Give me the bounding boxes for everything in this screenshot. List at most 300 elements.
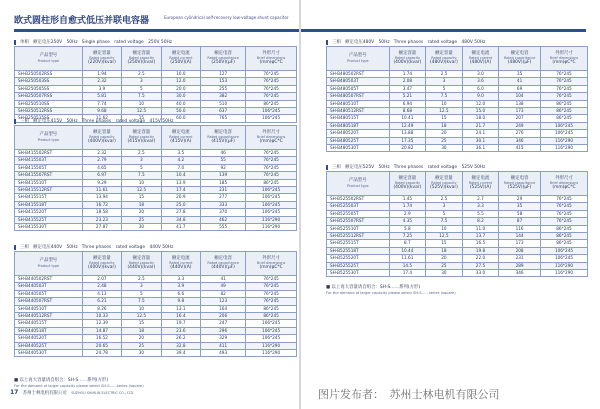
value-cell: 18 — [426, 122, 463, 129]
value-cell: 106*245 — [540, 255, 587, 262]
table-row — [15, 194, 297, 201]
column-header-text: 额定电流 — [471, 50, 490, 56]
value-cell: 10 — [426, 100, 463, 107]
value-cell: 10.4 — [161, 172, 200, 179]
table-row — [327, 107, 588, 114]
section-heading — [14, 117, 297, 125]
value-cell: 76*245 — [246, 150, 297, 157]
column-header-text: (415V)(kvar) — [127, 138, 156, 144]
column-header-text: Brief dimensions — [549, 181, 579, 186]
column-header-text: Product type — [37, 58, 60, 63]
value-cell: 9.8 — [161, 298, 200, 305]
column-header-text: Rated capacity — [394, 181, 421, 186]
section-marker — [14, 40, 16, 45]
value-cell: 86*245 — [246, 305, 297, 312]
value-cell: 5 — [122, 290, 161, 297]
header-rule — [300, 29, 586, 32]
value-cell: 106*245 — [246, 186, 297, 193]
table-row — [327, 247, 588, 254]
value-cell: 16.52 — [82, 335, 121, 342]
column-header — [246, 47, 297, 71]
value-cell: 255 — [201, 85, 246, 92]
value-cell: 116*290 — [540, 137, 587, 144]
column-header-text: 额定容量 — [398, 50, 417, 56]
value-cell: 106*245 — [246, 320, 297, 327]
value-cell: 76*245 — [540, 71, 587, 78]
value-cell: 2.48 — [82, 283, 121, 290]
column-header-text: (mm)φC*C — [552, 59, 576, 65]
value-cell: 2.32 — [82, 150, 121, 157]
table-row — [15, 335, 297, 342]
value-cell: 24.78 — [82, 349, 121, 356]
section-heading-english: Three phases rated voltage 480V 50Hz — [393, 40, 486, 45]
value-cell: 7.5 — [122, 172, 161, 179]
value-cell: 247 — [201, 320, 246, 327]
value-cell: 76*245 — [540, 78, 587, 85]
column-header — [15, 252, 83, 276]
value-cell: 3 — [122, 78, 161, 85]
value-cell: 208 — [499, 247, 541, 254]
model-cell: SH-B440525T — [15, 342, 83, 349]
value-cell: 12.0 — [161, 78, 200, 85]
spec-section — [14, 117, 297, 231]
value-cell: 5.21 — [389, 93, 426, 100]
value-cell: 15 — [122, 194, 161, 201]
value-cell: 1.45 — [389, 196, 426, 203]
column-header-text: Brief dimensions — [256, 261, 286, 266]
value-cell: 86*245 — [540, 100, 587, 107]
table-row — [327, 255, 588, 262]
value-cell: 15 — [122, 320, 161, 327]
value-cell: 144 — [499, 232, 541, 239]
value-cell: 382 — [201, 93, 246, 100]
column-header-text: 额定容量 — [435, 50, 453, 56]
column-header-text: Product type — [37, 137, 60, 142]
value-cell: 76*245 — [246, 78, 297, 85]
column-header-text: 外形尺寸 — [262, 255, 280, 261]
column-header — [462, 172, 499, 196]
page-number: 17 — [10, 389, 19, 396]
model-cell: SH-B415518T — [15, 201, 83, 208]
table-row — [15, 172, 297, 179]
publisher-watermark: 图片发布者： 苏州士林电机有限公司 — [318, 388, 500, 401]
value-cell: 76*245 — [246, 283, 297, 290]
value-cell: 69 — [499, 85, 541, 92]
value-cell: 20 — [426, 255, 463, 262]
value-cell: 12.39 — [82, 320, 121, 327]
column-header-text: (480V)(μF) — [507, 59, 532, 65]
table-row — [15, 179, 297, 186]
column-header-text: Rated capacity — [394, 56, 421, 61]
value-cell: 25 — [122, 216, 161, 223]
table-row — [15, 320, 297, 327]
column-header — [426, 172, 463, 196]
column-header-text: 产品型号 — [39, 132, 58, 138]
value-cell: 18.58 — [82, 209, 121, 216]
column-header-text: (440V)(μF) — [211, 264, 235, 270]
value-cell: 60.0 — [161, 115, 200, 122]
value-cell: 123 — [201, 298, 246, 305]
value-cell: 10 — [122, 305, 161, 312]
company-name-english: SUZHOU SHIHLIN ELECTRIC CO., LTD. — [71, 391, 135, 395]
value-cell: 6.94 — [389, 100, 426, 107]
column-header-text: 额定容量 — [93, 50, 111, 56]
column-header — [327, 172, 390, 196]
column-header-text: Rated capacity — [89, 56, 115, 61]
value-cell: 76*245 — [540, 210, 587, 217]
column-header-text: (mm)φC*C — [552, 184, 576, 190]
column-header — [82, 252, 121, 276]
header-rule — [14, 29, 300, 32]
value-cell: 3.3 — [161, 276, 200, 283]
value-cell: 106*245 — [540, 122, 587, 129]
table-row — [327, 225, 588, 232]
column-header — [201, 126, 246, 150]
value-cell: 76*245 — [246, 290, 297, 297]
column-header-text: Rated capacity — [128, 261, 155, 266]
value-cell: 1.94 — [82, 71, 121, 78]
value-cell: 3 — [122, 283, 161, 290]
value-cell: 20 — [426, 130, 463, 137]
value-cell: 6.6 — [161, 290, 200, 297]
section-heading-text: 三相 额定电压480V 50Hz — [332, 40, 390, 45]
column-header-text: Rated capacitance — [503, 56, 536, 61]
value-cell: 86*245 — [540, 240, 587, 247]
value-cell: 5.5 — [462, 210, 499, 217]
note-text-english: For the demand of larger capacity please select SH-S……series (square) — [14, 384, 144, 388]
model-cell: SH-B525525T — [327, 262, 390, 269]
value-cell: 86*245 — [540, 225, 587, 232]
model-cell: SH-B480507RST — [327, 93, 390, 100]
table-row — [327, 203, 588, 210]
model-cell: SH-B525530T — [327, 269, 390, 276]
value-cell: 8.7 — [389, 240, 426, 247]
section-heading — [14, 243, 297, 251]
column-header-text: 外形尺寸 — [262, 129, 280, 135]
table-row — [327, 262, 588, 269]
table-row — [327, 137, 588, 144]
column-header-text: (mm)φC*C — [259, 59, 283, 65]
section-heading — [14, 38, 297, 46]
value-cell: 3.6 — [462, 78, 499, 85]
value-cell: 11.0 — [462, 225, 499, 232]
column-header — [246, 252, 297, 276]
column-header-text: (480V)(kvar) — [429, 59, 458, 65]
value-cell: 7.0 — [161, 164, 200, 171]
column-header-text: Rated capacity — [128, 135, 155, 140]
model-cell: SH-B525515T — [327, 240, 390, 247]
table-row — [327, 115, 588, 122]
value-cell: 231 — [201, 186, 246, 193]
column-header-text: Rated capacitance — [207, 135, 239, 140]
column-header — [540, 172, 587, 196]
model-cell: SH-B415520T — [15, 209, 83, 216]
value-cell: 16.4 — [161, 312, 200, 319]
value-cell: 76*245 — [540, 85, 587, 92]
value-cell: 17.35 — [389, 137, 426, 144]
value-cell: 86*245 — [540, 107, 587, 114]
value-cell: 5 — [426, 85, 463, 92]
column-header-text: 额定容量 — [132, 50, 151, 56]
model-cell: SH-B525503T — [327, 203, 390, 210]
value-cell: 18 — [426, 247, 463, 254]
column-header-text: Rated capacitance — [207, 56, 239, 61]
value-cell: 138 — [499, 100, 541, 107]
value-cell: 76*245 — [246, 276, 297, 283]
table-row — [327, 71, 588, 78]
value-cell: 10.0 — [161, 71, 200, 78]
value-cell: 14.5 — [389, 262, 426, 269]
column-header-text: Brief dimensions — [256, 135, 286, 140]
value-cell: 30 — [122, 223, 161, 230]
column-header-text: (415V)(μF) — [211, 138, 235, 144]
value-cell: 555 — [201, 223, 246, 230]
model-cell: SH-B415503T — [15, 157, 83, 164]
value-cell: 3 — [426, 78, 463, 85]
value-cell: 24.1 — [462, 130, 499, 137]
value-cell: 25 — [122, 342, 161, 349]
model-cell: SH-B415502RST — [15, 150, 83, 157]
column-header-text: (480V)(A) — [469, 59, 492, 65]
column-header-text: (250V)(μF) — [211, 59, 235, 65]
column-header-text: Rated current — [468, 181, 493, 186]
value-cell: 153 — [201, 78, 246, 85]
value-cell: 329 — [201, 335, 246, 342]
value-cell: 207 — [499, 115, 541, 122]
value-cell: 5.81 — [82, 93, 121, 100]
value-cell: 5 — [122, 164, 161, 171]
value-cell: 18 — [122, 327, 161, 334]
value-cell: 106*245 — [540, 247, 587, 254]
note-right — [326, 284, 456, 295]
value-cell: 13.88 — [389, 130, 426, 137]
column-header-text: 外形尺寸 — [555, 50, 573, 56]
value-cell: 16.72 — [82, 201, 121, 208]
value-cell: 116*290 — [246, 216, 297, 223]
value-cell: 1.74 — [389, 203, 426, 210]
table-row — [15, 107, 297, 114]
column-header-text: 额定电流 — [172, 255, 190, 261]
model-cell: SH-B480530T — [327, 144, 390, 151]
value-cell: 116*290 — [540, 269, 587, 276]
value-cell: 277 — [201, 194, 246, 201]
value-cell: 637 — [201, 107, 246, 114]
value-cell: 333 — [201, 201, 246, 208]
table-row — [15, 283, 297, 290]
table-row — [15, 312, 297, 319]
model-cell: SH-B440530T — [15, 349, 83, 356]
column-header-text: Rated capacitance — [207, 261, 239, 266]
value-cell: 76*245 — [246, 298, 297, 305]
value-cell: 19.8 — [462, 247, 499, 254]
column-header-text: Rated capacity — [431, 181, 457, 186]
model-cell: SH-B440518T — [15, 327, 83, 334]
value-cell: 139 — [201, 172, 246, 179]
table-row — [15, 150, 297, 157]
value-cell: 116*290 — [246, 349, 297, 356]
column-header-text: 额定电容 — [510, 175, 529, 181]
table-row — [15, 71, 297, 78]
value-cell: 25.0 — [161, 201, 200, 208]
column-header-text: 额定电容 — [510, 50, 529, 56]
model-cell: SH-B415530T — [15, 223, 83, 230]
table-row — [15, 342, 297, 349]
spec-table — [14, 46, 297, 123]
column-header-text: Rated current — [169, 56, 193, 61]
value-cell: 2.32 — [82, 78, 121, 85]
note-text-english: For the demand of larger capacity please select SH-S……series (square) — [326, 291, 456, 295]
model-cell: SH-B525507RST — [327, 218, 390, 225]
model-cell: SH-B480502RST — [327, 71, 390, 78]
value-cell: 20.0 — [161, 85, 200, 92]
value-cell: 346 — [499, 269, 541, 276]
value-cell: 41 — [201, 276, 246, 283]
table-row — [327, 144, 588, 151]
section-heading-text: 单相 额定电压250V 50Hz — [20, 40, 78, 45]
value-cell: 249 — [499, 122, 541, 129]
model-cell: SH-B525505T — [327, 210, 390, 217]
value-cell: 15.0 — [462, 107, 499, 114]
value-cell: 164 — [201, 305, 246, 312]
column-header — [15, 47, 83, 71]
column-header — [499, 47, 541, 71]
value-cell: 10.33 — [82, 312, 121, 319]
value-cell: 296 — [201, 327, 246, 334]
value-cell: 20.65 — [82, 342, 121, 349]
value-cell: 27.5 — [462, 262, 499, 269]
section-marker — [326, 40, 328, 45]
value-cell: 10 — [122, 179, 161, 186]
column-header-text: 额定电流 — [172, 50, 190, 56]
value-cell: 27.8 — [161, 209, 200, 216]
model-cell: SH-B250510SS — [15, 100, 83, 107]
value-cell: 12.0 — [462, 100, 499, 107]
value-cell: 30 — [426, 144, 463, 151]
value-cell: 86*245 — [246, 100, 297, 107]
value-cell: 346 — [499, 137, 541, 144]
table-row — [327, 232, 588, 239]
model-cell: SH-B250507RSS — [15, 93, 83, 100]
column-header-text: 产品型号 — [39, 258, 58, 264]
model-cell: SH-B415512RST — [15, 186, 83, 193]
value-cell: 23.6 — [161, 327, 200, 334]
value-cell: 116*290 — [540, 262, 587, 269]
column-header — [122, 126, 161, 150]
model-cell: SH-B480515T — [327, 115, 390, 122]
value-cell: 2.5 — [426, 196, 463, 203]
value-cell: 3.9 — [82, 85, 121, 92]
table-row — [15, 201, 297, 208]
note-left — [14, 377, 144, 388]
spec-table — [14, 251, 297, 357]
value-cell: 86*245 — [246, 312, 297, 319]
spec-table — [14, 125, 297, 231]
value-cell: 173 — [499, 107, 541, 114]
value-cell: 17.4 — [389, 269, 426, 276]
value-cell: 76*245 — [246, 85, 297, 92]
value-cell: 7.5 — [426, 93, 463, 100]
section-heading-english: Three phases rated voltage 415V 50Hz — [81, 119, 174, 124]
column-header-text: 额定容量 — [93, 255, 111, 261]
table-row — [15, 78, 297, 85]
value-cell: 10 — [122, 100, 161, 107]
column-header-text: Rated capacity — [128, 56, 155, 61]
table-row — [327, 218, 588, 225]
table-row — [15, 223, 297, 230]
column-header — [122, 47, 161, 71]
table-row — [15, 305, 297, 312]
table-row — [327, 130, 588, 137]
value-cell: 4.13 — [82, 290, 121, 297]
value-cell: 4.35 — [389, 218, 426, 225]
value-cell: 15 — [426, 240, 463, 247]
section-heading-english: Three phases rated voltage 525V 50Hz — [393, 165, 486, 170]
value-cell: 116*290 — [540, 144, 587, 151]
table-row — [15, 100, 297, 107]
spec-section — [14, 243, 297, 357]
column-header-text: 外形尺寸 — [555, 175, 573, 181]
column-header-text: Brief dimensions — [256, 56, 286, 61]
table-row — [327, 196, 588, 203]
table-row — [327, 85, 588, 92]
section-heading — [326, 163, 588, 171]
value-cell: 29 — [499, 196, 541, 203]
model-cell: SH-B250503SS — [15, 78, 83, 85]
column-header-text: Product type — [37, 263, 60, 268]
column-header-text: Rated capacitance — [503, 181, 536, 186]
model-cell: SH-B440512RST — [15, 312, 83, 319]
column-header-text: 额定电容 — [214, 129, 232, 135]
column-header-text: (mm)φC*C — [259, 264, 283, 270]
value-cell: 92 — [201, 164, 246, 171]
value-cell: 462 — [201, 216, 246, 223]
page-title-english: European cylindrical self-recovery low-voltage shunt capacitor — [164, 15, 289, 20]
column-header — [327, 47, 390, 71]
value-cell: 3.3 — [462, 203, 499, 210]
model-cell: SH-B440515T — [15, 320, 83, 327]
company-name: 苏州士林电机有限公司 — [22, 391, 67, 396]
table-row — [327, 100, 588, 107]
value-cell: 1.74 — [389, 71, 426, 78]
value-cell: 3.0 — [462, 71, 499, 78]
value-cell: 30 — [122, 349, 161, 356]
value-cell: 50.0 — [161, 107, 200, 114]
value-cell: 27.87 — [82, 223, 121, 230]
value-cell: 116 — [499, 225, 541, 232]
model-cell: SH-B480525T — [327, 137, 390, 144]
table-row — [15, 157, 297, 164]
value-cell: 106*245 — [540, 130, 587, 137]
value-cell: 2.5 — [426, 71, 463, 78]
column-header-text: Rated current — [169, 135, 193, 140]
column-header-text: (220V)(kvar) — [87, 59, 116, 65]
column-header — [462, 47, 499, 71]
value-cell: 8.26 — [82, 305, 121, 312]
value-cell: 76*245 — [540, 93, 587, 100]
model-cell: SH-B525512RST — [327, 232, 390, 239]
value-cell: 17.4 — [161, 186, 200, 193]
column-header — [389, 47, 426, 71]
value-cell: 106*245 — [246, 327, 297, 334]
value-cell: 8.2 — [462, 218, 499, 225]
value-cell: 10.41 — [389, 115, 426, 122]
column-header — [246, 126, 297, 150]
value-cell: 86*245 — [246, 179, 297, 186]
value-cell: 106*245 — [246, 201, 297, 208]
value-cell: 30 — [426, 269, 463, 276]
value-cell: 34.8 — [161, 216, 200, 223]
column-header-text: Product type — [347, 183, 369, 188]
